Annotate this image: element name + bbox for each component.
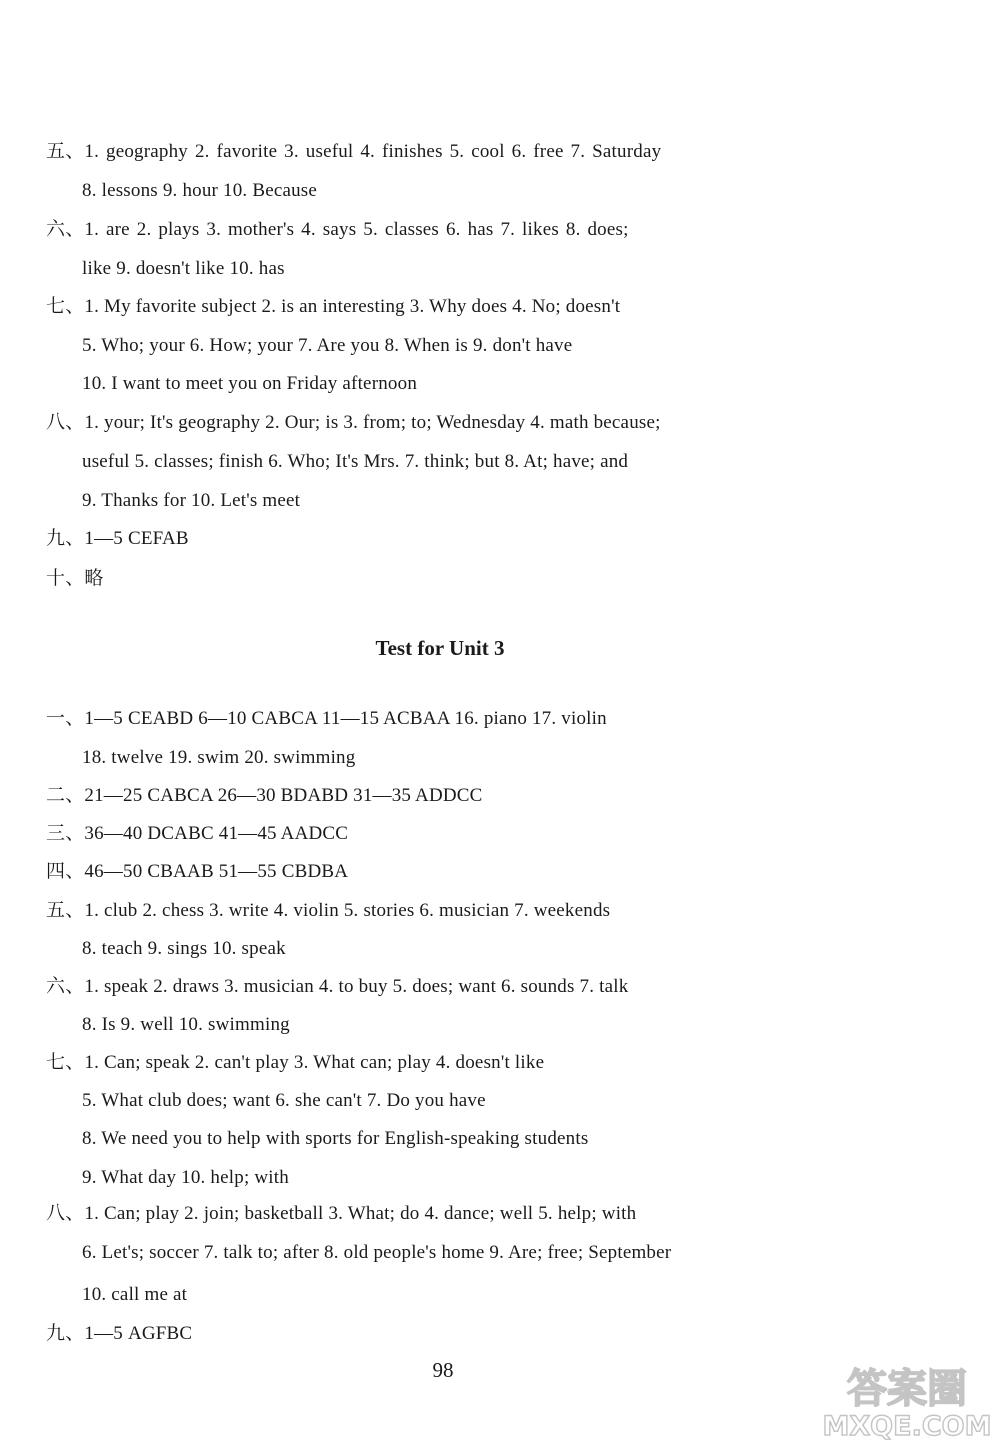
answer-line: 10. call me at xyxy=(82,1284,188,1305)
answer-line: 8. teach 9. sings 10. speak xyxy=(82,938,286,959)
answer-line: 8. lessons 9. hour 10. Because xyxy=(82,180,318,201)
svg-text:答案圈: 答案圈 xyxy=(847,1366,967,1412)
answer-line: 一、1—5 CEABD 6—10 CABCA 11—15 ACBAA 16. piano 17. violin xyxy=(46,708,607,729)
answer-line: 5. What club does; want 6. she can't 7. Do you have xyxy=(82,1090,486,1111)
answer-line: 十、略 xyxy=(46,568,104,589)
answer-line: 六、1. are 2. plays 3. mother's 4. says 5. classes 6. has 7. likes 8. does; xyxy=(46,219,629,240)
answer-line: like 9. doesn't like 10. has xyxy=(82,258,285,279)
answer-line: 九、1—5 AGFBC xyxy=(46,1323,193,1344)
answer-line: 8. Is 9. well 10. swimming xyxy=(82,1014,290,1035)
answer-line: 10. I want to meet you on Friday afternoon xyxy=(82,373,418,394)
answer-line: 七、1. Can; speak 2. can't play 3. What can; play 4. doesn't like xyxy=(46,1052,545,1073)
answer-line: 6. Let's; soccer 7. talk to; after 8. old people's home 9. Are; free; September xyxy=(82,1242,672,1263)
answer-line: 五、1. club 2. chess 3. write 4. violin 5. stories 6. musician 7. weekends xyxy=(46,900,611,921)
svg-text:MXQE.COM: MXQE.COM xyxy=(822,1411,992,1440)
answer-line: 18. twelve 19. swim 20. swimming xyxy=(82,747,356,768)
answer-line: 9. What day 10. help; with xyxy=(82,1167,289,1188)
page-number: 98 xyxy=(432,1358,454,1382)
answer-line: 八、1. your; It's geography 2. Our; is 3. from; to; Wednesday 4. math because; xyxy=(46,412,661,433)
answer-line: 9. Thanks for 10. Let's meet xyxy=(82,490,301,511)
answer-line: 三、36—40 DCABC 41—45 AADCC xyxy=(46,823,349,844)
answer-line: 二、21—25 CABCA 26—30 BDABD 31—35 ADDCC xyxy=(46,785,483,806)
answer-line: 七、1. My favorite subject 2. is an interesting 3. Why does 4. No; doesn't xyxy=(46,296,621,317)
section-heading: Test for Unit 3 xyxy=(375,636,505,660)
answer-line: 8. We need you to help with sports for English-speaking students xyxy=(82,1128,589,1149)
answer-line: 四、46—50 CBAAB 51—55 CBDBA xyxy=(46,861,349,882)
answer-line: 五、1. geography 2. favorite 3. useful 4. finishes 5. cool 6. free 7. Saturday xyxy=(46,141,662,162)
answer-line: 5. Who; your 6. How; your 7. Are you 8. When is 9. don't have xyxy=(82,335,573,356)
answer-line: 九、1—5 CEFAB xyxy=(46,528,189,549)
answer-line: 六、1. speak 2. draws 3. musician 4. to buy 5. does; want 6. sounds 7. talk xyxy=(46,976,629,997)
answer-line: useful 5. classes; finish 6. Who; It's Mrs. 7. think; but 8. At; have; and xyxy=(82,451,629,472)
watermark-logo xyxy=(820,1358,995,1440)
answer-line: 八、1. Can; play 2. join; basketball 3. What; do 4. dance; well 5. help; with xyxy=(46,1203,637,1224)
